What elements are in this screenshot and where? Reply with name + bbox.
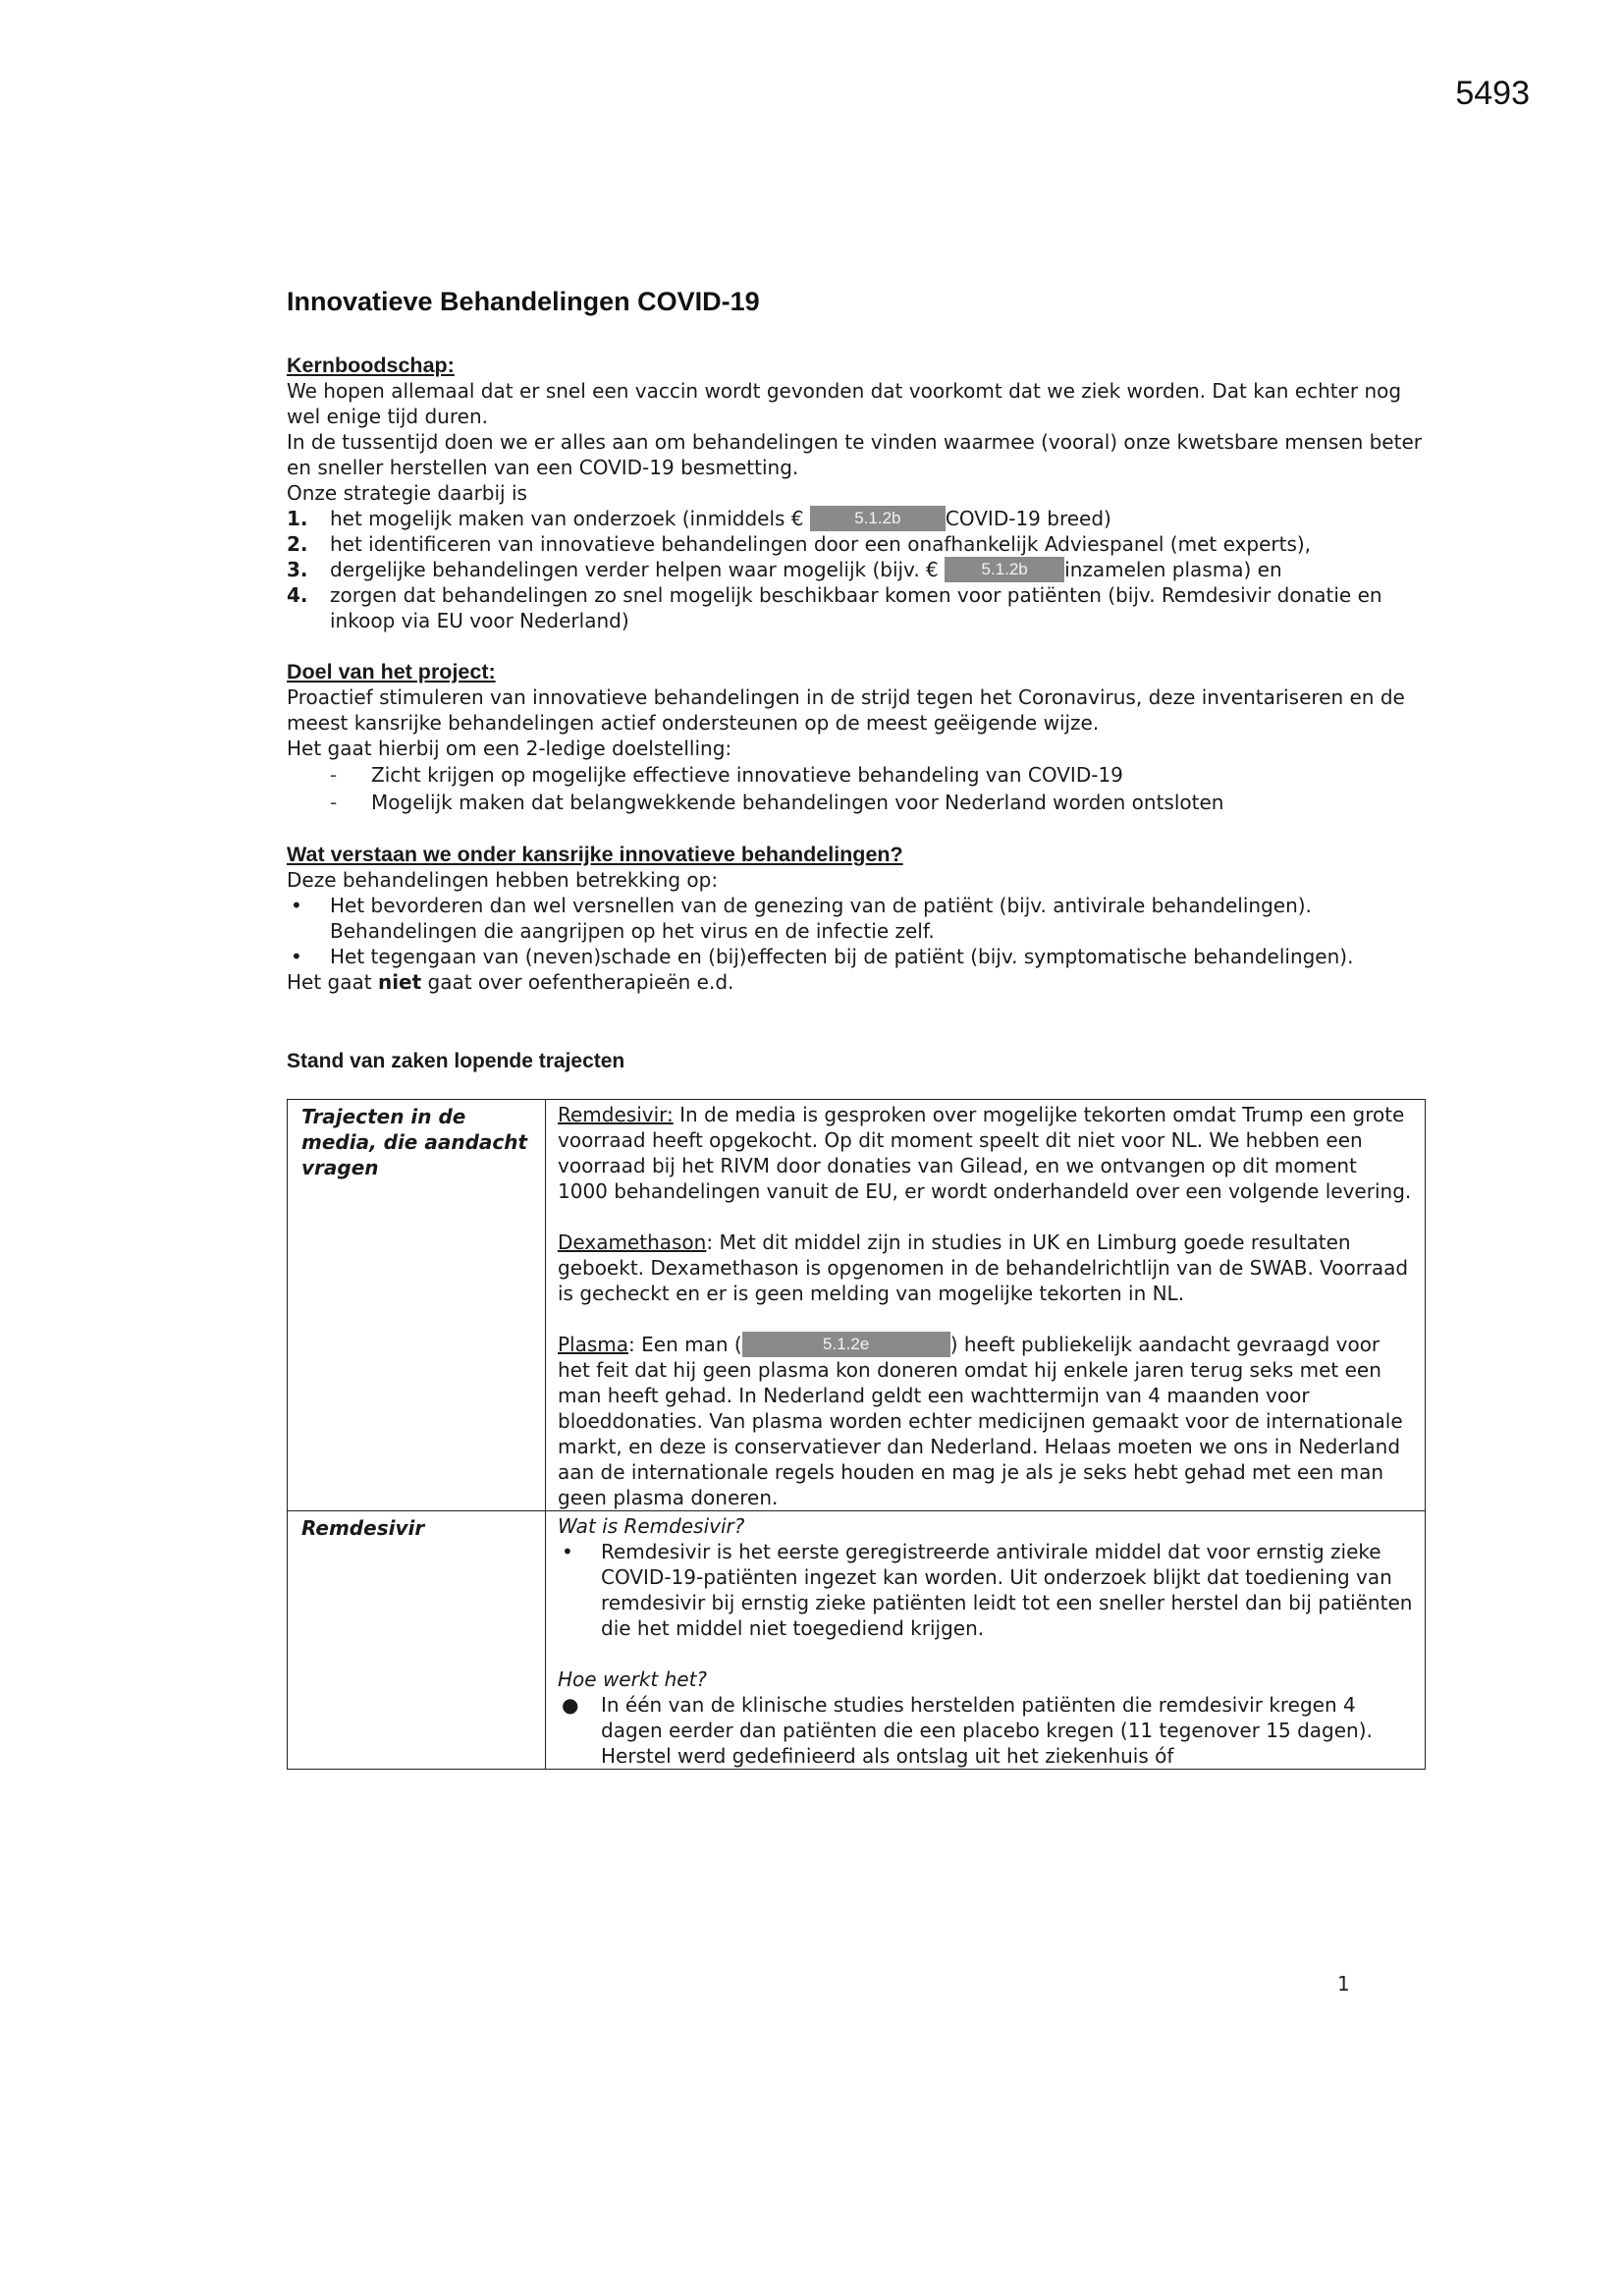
kernboodschap-paragraph-3: Onze strategie daarbij is — [287, 481, 527, 505]
strategy-item — [287, 506, 1426, 531]
kernboodschap-section — [287, 353, 1426, 633]
list-item: - Mogelijk maken dat belangwekkende behandelingen voor Nederland worden ontsloten — [330, 791, 1224, 814]
strategy-item — [287, 557, 1426, 582]
table-row — [288, 1511, 1426, 1770]
table-row-body — [546, 1511, 1426, 1770]
strategy-item — [287, 582, 1426, 633]
table-row — [288, 1100, 1426, 1511]
list-item-text: Zicht krijgen op mogelijke effectieve innovatieve behandeling van COVID-19 — [371, 763, 1123, 787]
kansrijk-heading: Wat verstaan we onder kansrijke innovatieve behandelingen? — [287, 843, 903, 866]
list-number: 2. — [287, 532, 308, 556]
list-item: • Het tegengaan van (neven)schade en (bij)effecten bij de patiënt (bijv. symptomatische behandelingen). — [291, 945, 1354, 968]
document-number: 5493 — [1455, 75, 1530, 112]
answer-list — [558, 1692, 1413, 1769]
list-number: 3. — [287, 558, 308, 581]
stand-heading: Stand van zaken lopende trajecten — [287, 1050, 625, 1072]
table-row-label: Remdesivir — [288, 1511, 546, 1770]
dexamethason-paragraph: Dexamethason: Met dit middel zijn in studies in UK en Limburg goede resultaten geboekt. Dexamethason is opgenomen in de behandelrichtlijn van de SWAB. Voorraad is gecheckt en er is geen melding van mogelijke tekorten in NL. — [558, 1230, 1409, 1305]
status-table — [287, 1099, 1426, 1770]
redaction-box: 5.1.2b — [810, 506, 946, 531]
list-item: - Zicht krijgen op mogelijke effectieve innovatieve behandeling van COVID-19 — [330, 763, 1123, 787]
list-item-text: Het bevorderen dan wel versnellen van de genezing van de patiënt (bijv. antivirale behandelingen). Behandelingen die aangrijpen op het virus en de infectie zelf. — [330, 894, 1312, 943]
doel-paragraph-2: Het gaat hierbij om een 2-ledige doelstelling: — [287, 737, 732, 760]
plasma-paragraph: Plasma: Een man ( 5.1.2e ) heeft publiekelijk aandacht gevraagd voor het feit dat hij geen plasma kon doneren omdat hij enkele jaren terug seks met een man heeft gehad. In Nederland geldt een wachttermijn van 4 maanden voor bloeddonaties. Van plasma worden echter medicijnen gemaakt voor de internationale markt, en deze is conservatiever dan Nederland. Helaas moeten we ons in Nederland aan de internationale regels houden en mag je als je seks hebt gehad met een man geen plasma doneren. — [558, 1333, 1403, 1509]
list-item-text: Mogelijk maken dat belangwekkende behandelingen voor Nederland worden ontsloten — [371, 791, 1224, 814]
strategy-item-text: dergelijke behandelingen verder helpen waar mogelijk (bijv. € — [330, 558, 939, 581]
table-row-body — [546, 1100, 1426, 1511]
list-number: 4. — [287, 583, 308, 607]
list-item-text: In één van de klinische studies herstelden patiënten die remdesivir kregen 4 dagen eerder dan patiënten die een placebo kregen (11 tegenover 15 dagen). Herstel werd gedefinieerd als ontslag uit het ziekenhuis óf — [601, 1693, 1373, 1768]
kernboodschap-paragraph-2: In de tussentijd doen we er alles aan om behandelingen te vinden waarmee (vooral) onze kwetsbare mensen beter en sneller herstellen van een COVID-19 besmetting. — [287, 430, 1422, 479]
list-number: 1. — [287, 507, 308, 530]
question-heading: Wat is Remdesivir? — [558, 1514, 745, 1538]
inline-heading: Dexamethason — [558, 1230, 707, 1254]
list-item: • Remdesivir is het eerste geregistreerde antivirale middel dat voor ernstig zieke COVID-19-patiënten ingezet kan worden. Uit onderzoek blijkt dat toediening van remdesivir bij ernstig zieke patiënten leidt tot een sneller herstel dan bij patiënten die het middel niet toegediend krijgen. — [562, 1540, 1413, 1640]
emphasis-text: niet — [377, 970, 422, 994]
kansrijk-closing: Het gaat niet gaat over oefentherapieën e.d. — [287, 970, 734, 994]
document-title: Innovatieve Behandelingen COVID-19 — [287, 287, 760, 316]
list-item-text: Het tegengaan van (neven)schade en (bij)effecten bij de patiënt (bijv. symptomatische behandelingen). — [330, 945, 1354, 968]
table-row-label: Trajecten in de media, die aandacht vragen — [288, 1100, 546, 1511]
doel-heading: Doel van het project: — [287, 660, 496, 683]
strategy-item-text: inzamelen plasma) en — [1064, 558, 1282, 581]
strategy-item-text: zorgen dat behandelingen zo snel mogelijk beschikbaar komen voor patiënten (bijv. Remdesivir donatie en inkoop via EU voor Nederland) — [330, 583, 1382, 632]
kansrijk-intro: Deze behandelingen hebben betrekking op: — [287, 868, 719, 892]
redaction-box: 5.1.2b — [945, 557, 1064, 582]
remdesivir-media-paragraph: Remdesivir: In de media is gesproken over mogelijke tekorten omdat Trump een grote voorraad heeft opgekocht. Op dit moment speelt dit niet voor NL. We hebben een voorraad bij het RIVM door donaties van Gilead, en we ontvangen op dit moment 1000 behandelingen vanuit de EU, er wordt onderhandeld over een volgende levering. — [558, 1103, 1412, 1203]
kansrijk-list — [287, 893, 1426, 969]
inline-heading: Remdesivir: — [558, 1103, 674, 1126]
answer-list — [558, 1539, 1413, 1641]
kernboodschap-paragraph-1: We hopen allemaal dat er snel een vaccin wordt gevonden dat voorkomt dat we ziek worden. Dat kan echter nog wel enige tijd duren. — [287, 379, 1402, 428]
kansrijk-section — [287, 842, 1426, 995]
kernboodschap-heading: Kernboodschap: — [287, 354, 455, 377]
strategy-item-text: het mogelijk maken van onderzoek (inmiddels € — [330, 507, 804, 530]
stand-section — [287, 1050, 1426, 1770]
page-number: 1 — [1337, 1972, 1350, 1995]
list-item: ● In één van de klinische studies herstelden patiënten die remdesivir kregen 4 dagen eerder dan patiënten die een placebo kregen (11 tegenover 15 dagen). Herstel werd gedefinieerd als ontslag uit het ziekenhuis óf — [562, 1693, 1373, 1768]
inline-heading: Plasma — [558, 1333, 629, 1356]
doel-list — [287, 761, 1426, 816]
strategy-item-text: het identificeren van innovatieve behandelingen door een onafhankelijk Adviespanel (met experts), — [330, 532, 1312, 556]
strategy-item-text: COVID-19 breed) — [945, 507, 1111, 530]
redaction-box: 5.1.2e — [742, 1332, 950, 1357]
document-content — [287, 287, 1426, 1770]
list-item-text: Remdesivir is het eerste geregistreerde antivirale middel dat voor ernstig zieke COVID-19-patiënten ingezet kan worden. Uit onderzoek blijkt dat toediening van remdesivir bij ernstig zieke patiënten leidt tot een sneller herstel dan bij patiënten die het middel niet toegediend krijgen. — [601, 1540, 1413, 1640]
question-heading: Hoe werkt het? — [558, 1667, 708, 1691]
strategy-list — [287, 506, 1426, 633]
doel-paragraph-1: Proactief stimuleren van innovatieve behandelingen in de strijd tegen het Coronavirus, deze inventariseren en de meest kansrijke behandelingen actief ondersteunen op de meest geëigende wijze. — [287, 685, 1405, 735]
strategy-item — [287, 531, 1426, 557]
list-item: • Het bevorderen dan wel versnellen van de genezing van de patiënt (bijv. antivirale behandelingen). Behandelingen die aangrijpen op het virus en de infectie zelf. — [291, 894, 1312, 943]
doel-section — [287, 659, 1426, 816]
